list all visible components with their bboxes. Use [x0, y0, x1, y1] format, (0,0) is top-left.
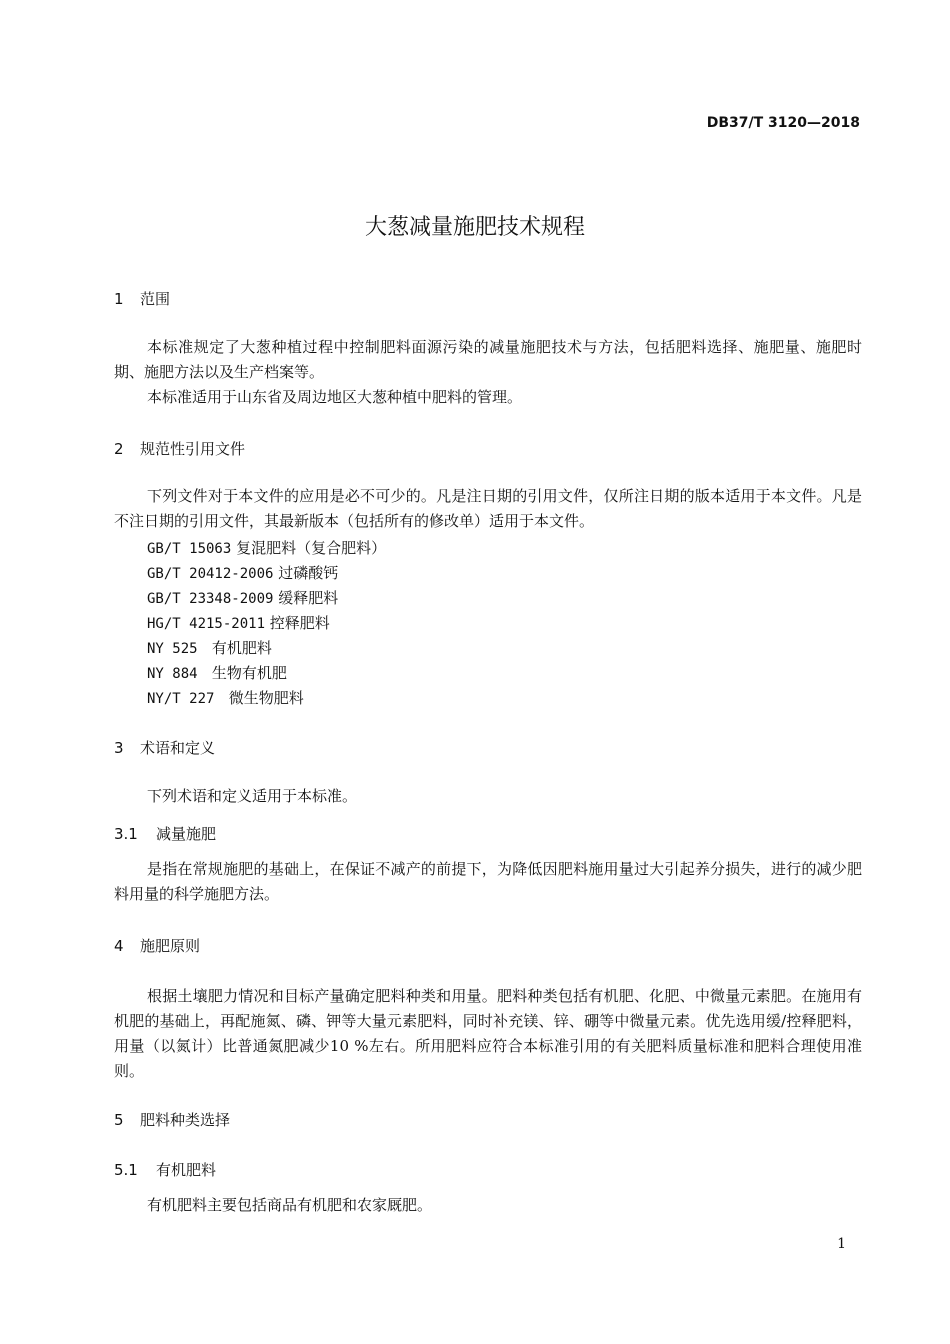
section-5-heading [114, 1109, 230, 1130]
document-title: 大葱减量施肥技术规程 [364, 215, 585, 240]
section-1-paragraph-2: 本标准适用于山东省及周边地区大葱种植中肥料的管理。 [147, 388, 523, 406]
section-2-heading [114, 438, 245, 459]
reference-item: NY 525 有机肥料 [147, 639, 272, 657]
section-title: 规范性引用文件 [140, 440, 246, 458]
reference-item: GB/T 15063 复混肥料（复合肥料） [147, 539, 387, 557]
section-title: 施肥原则 [140, 937, 201, 955]
section-3-paragraph-1: 下列术语和定义适用于本标准。 [147, 787, 358, 805]
section-number: 3.1 [114, 825, 138, 843]
section-1-heading [114, 288, 170, 309]
section-number: 2 [114, 440, 124, 458]
section-3-heading [114, 737, 215, 758]
reference-item: NY/T 227 微生物肥料 [147, 689, 304, 707]
section-title: 范围 [140, 290, 171, 308]
section-5-1-paragraph-1: 有机肥料主要包括商品有机肥和农家厩肥。 [147, 1196, 433, 1214]
section-title: 有机肥料 [156, 1161, 217, 1179]
section-title: 减量施肥 [156, 825, 217, 843]
section-number: 5.1 [114, 1161, 138, 1179]
section-title: 术语和定义 [140, 739, 216, 757]
section-1-paragraph-1: 本标准规定了大葱种植过程中控制肥料面源污染的减量施肥技术与方法，包括肥料选择、施肥量、施肥时期、施肥方法以及生产档案等。 [114, 338, 862, 381]
section-number: 4 [114, 937, 124, 955]
section-number: 1 [114, 290, 124, 308]
section-number: 5 [114, 1111, 124, 1129]
section-4-heading [114, 935, 200, 956]
reference-item: GB/T 23348-2009 缓释肥料 [147, 589, 339, 607]
section-4-paragraph-1: 根据土壤肥力情况和目标产量确定肥料种类和用量。肥料种类包括有机肥、化肥、中微量元素肥。在施用有机肥的基础上，再配施氮、磷、钾等大量元素肥料，同时补充镁、锌、硼等中微量元素。优先选用缓/控释肥料，用量（以氮计）比普通氮肥减少10 %左右。所用肥料应符合本标准引用的有关肥料质量标准和肥料合理使用准则。 [114, 987, 862, 1080]
reference-item: HG/T 4215-2011 控释肥料 [147, 614, 330, 632]
reference-item: NY 884 生物有机肥 [147, 664, 287, 682]
section-number: 3 [114, 739, 124, 757]
document-number: DB37/T 3120—2018 [706, 115, 860, 131]
section-3-1-heading [114, 823, 216, 844]
section-5-1-heading [114, 1159, 216, 1180]
section-3-1-paragraph-1: 是指在常规施肥的基础上，在保证不减产的前提下，为降低因肥料施用量过大引起养分损失，进行的减少肥料用量的科学施肥方法。 [114, 860, 862, 903]
reference-item: GB/T 20412-2006 过磷酸钙 [147, 564, 339, 582]
page-number: 1 [837, 1236, 846, 1252]
section-title: 肥料种类选择 [140, 1111, 231, 1129]
section-2-paragraph-1: 下列文件对于本文件的应用是必不可少的。凡是注日期的引用文件，仅所注日期的版本适用于本文件。凡是不注日期的引用文件，其最新版本（包括所有的修改单）适用于本文件。 [114, 487, 862, 530]
